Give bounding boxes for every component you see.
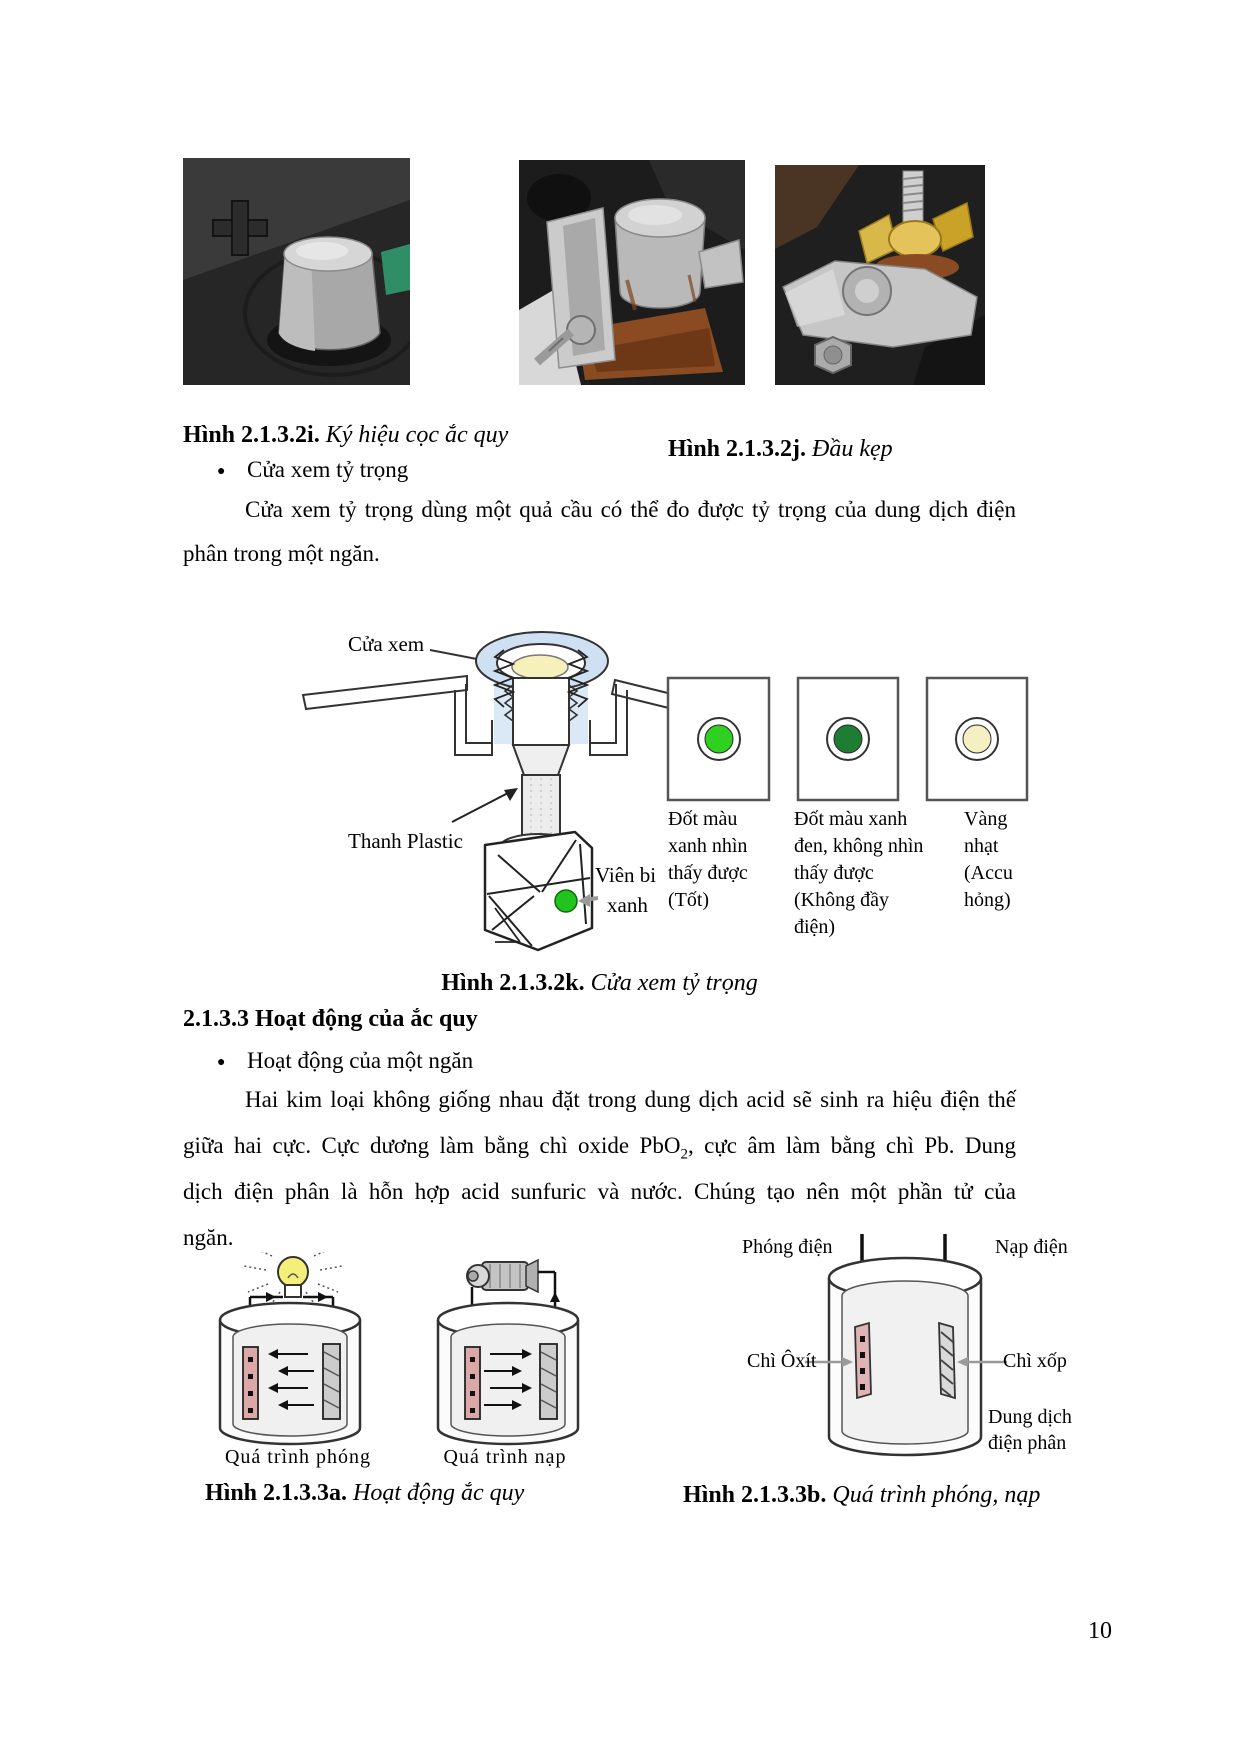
indicator-dot-good — [705, 725, 733, 753]
label-green-ball-line1: Viên bi — [595, 863, 657, 887]
indicator-label-dead: Vàng nhạt (Accu hỏng) — [964, 808, 1013, 911]
label-electrolyte-line1: Dung dịch — [988, 1406, 1072, 1428]
bullet-icon: ● — [217, 1055, 226, 1070]
battery-operation-diagram — [210, 1252, 590, 1452]
paragraph-line — [183, 1132, 1016, 1161]
label-plastic-rod: Thanh Plastic — [348, 829, 463, 853]
caption-fig-b — [683, 1482, 1040, 1509]
caption-fig-a-number: Hình 2.1.3.3a. — [205, 1480, 348, 1506]
indicator-label-low-charge: Đốt màu xanh đen, không nhìn thấy được (Không đầy điện) — [794, 808, 924, 938]
paragraph-line: dịch điện phân là hỗn hợp acid sunfuric và nước. Chúng tạo nên một phần tử của — [183, 1179, 1016, 1204]
paragraph-line: ngăn. — [183, 1225, 234, 1250]
caption-fig-b-number: Hình 2.1.3.3b. — [683, 1482, 827, 1508]
paragraph-text: giữa hai cực. Cực dương làm bằng chì oxide PbO — [183, 1133, 681, 1158]
photo-battery-post — [183, 158, 410, 385]
chem-subscript: 2 — [680, 1146, 688, 1163]
caption-fig-k — [183, 970, 1016, 997]
caption-fig-i-title: Ký hiệu cọc ắc quy — [325, 422, 509, 448]
page-number: 10 — [1088, 1618, 1112, 1644]
bullet-item-cell-operation: Hoạt động của một ngăn — [247, 1048, 474, 1073]
label-sight-window: Cửa xem — [348, 632, 425, 656]
section-heading: 2.1.3.3 Hoạt động của ắc quy — [183, 1006, 478, 1032]
bullet-item-sight-glass: Cửa xem tỷ trọng — [247, 457, 409, 482]
photo-wingnut-terminal — [775, 165, 985, 385]
caption-fig-j — [668, 436, 893, 463]
photo-terminal-clamp — [519, 160, 745, 385]
paragraph-line: Cửa xem tỷ trọng dùng một quả cầu có thể đo được tỷ trọng của dung dịch điện — [245, 497, 1016, 522]
paragraph-text: , cực âm làm bằng chì Pb. Dung — [687, 1133, 1016, 1158]
caption-fig-b-title: Quá trình phóng, nạp — [832, 1482, 1041, 1508]
paragraph-line: phân trong một ngăn. — [183, 541, 380, 566]
caption-fig-i — [183, 422, 508, 449]
bullet-icon: ● — [217, 464, 226, 479]
caption-fig-k-number: Hình 2.1.3.2k. — [441, 970, 585, 996]
label-charge-process: Quá trình nạp — [443, 1446, 567, 1468]
label-green-ball-line2: xanh — [607, 893, 648, 917]
indicator-dot-low-charge — [834, 725, 862, 753]
indicator-label-good: Đốt màu xanh nhìn thấy được (Tốt) — [668, 808, 748, 911]
label-charge-wire: Nạp điện — [995, 1236, 1068, 1258]
caption-fig-j-number: Hình 2.1.3.2j. — [668, 436, 807, 462]
paragraph-line: Hai kim loại không giống nhau đặt trong dung dịch acid sẽ sinh ra hiệu điện thế — [245, 1087, 1016, 1112]
green-ball — [555, 890, 577, 912]
label-spongy-lead-plate: Chì xốp — [1003, 1350, 1067, 1372]
label-electrolyte-line2: điện phân — [988, 1432, 1067, 1454]
caption-fig-a — [205, 1480, 524, 1507]
caption-fig-j-title: Đầu kẹp — [812, 436, 893, 462]
caption-fig-k-title: Cửa xem tỷ trọng — [590, 970, 758, 996]
indicator-dot-dead — [963, 725, 991, 753]
caption-fig-i-number: Hình 2.1.3.2i. — [183, 422, 320, 448]
label-discharge-wire: Phóng điện — [742, 1236, 833, 1258]
label-lead-oxide-plate: Chì Ôxít — [747, 1350, 817, 1372]
label-discharge-process: Quá trình phóng — [224, 1446, 372, 1468]
caption-fig-a-title: Hoạt động ắc quy — [353, 1480, 525, 1506]
